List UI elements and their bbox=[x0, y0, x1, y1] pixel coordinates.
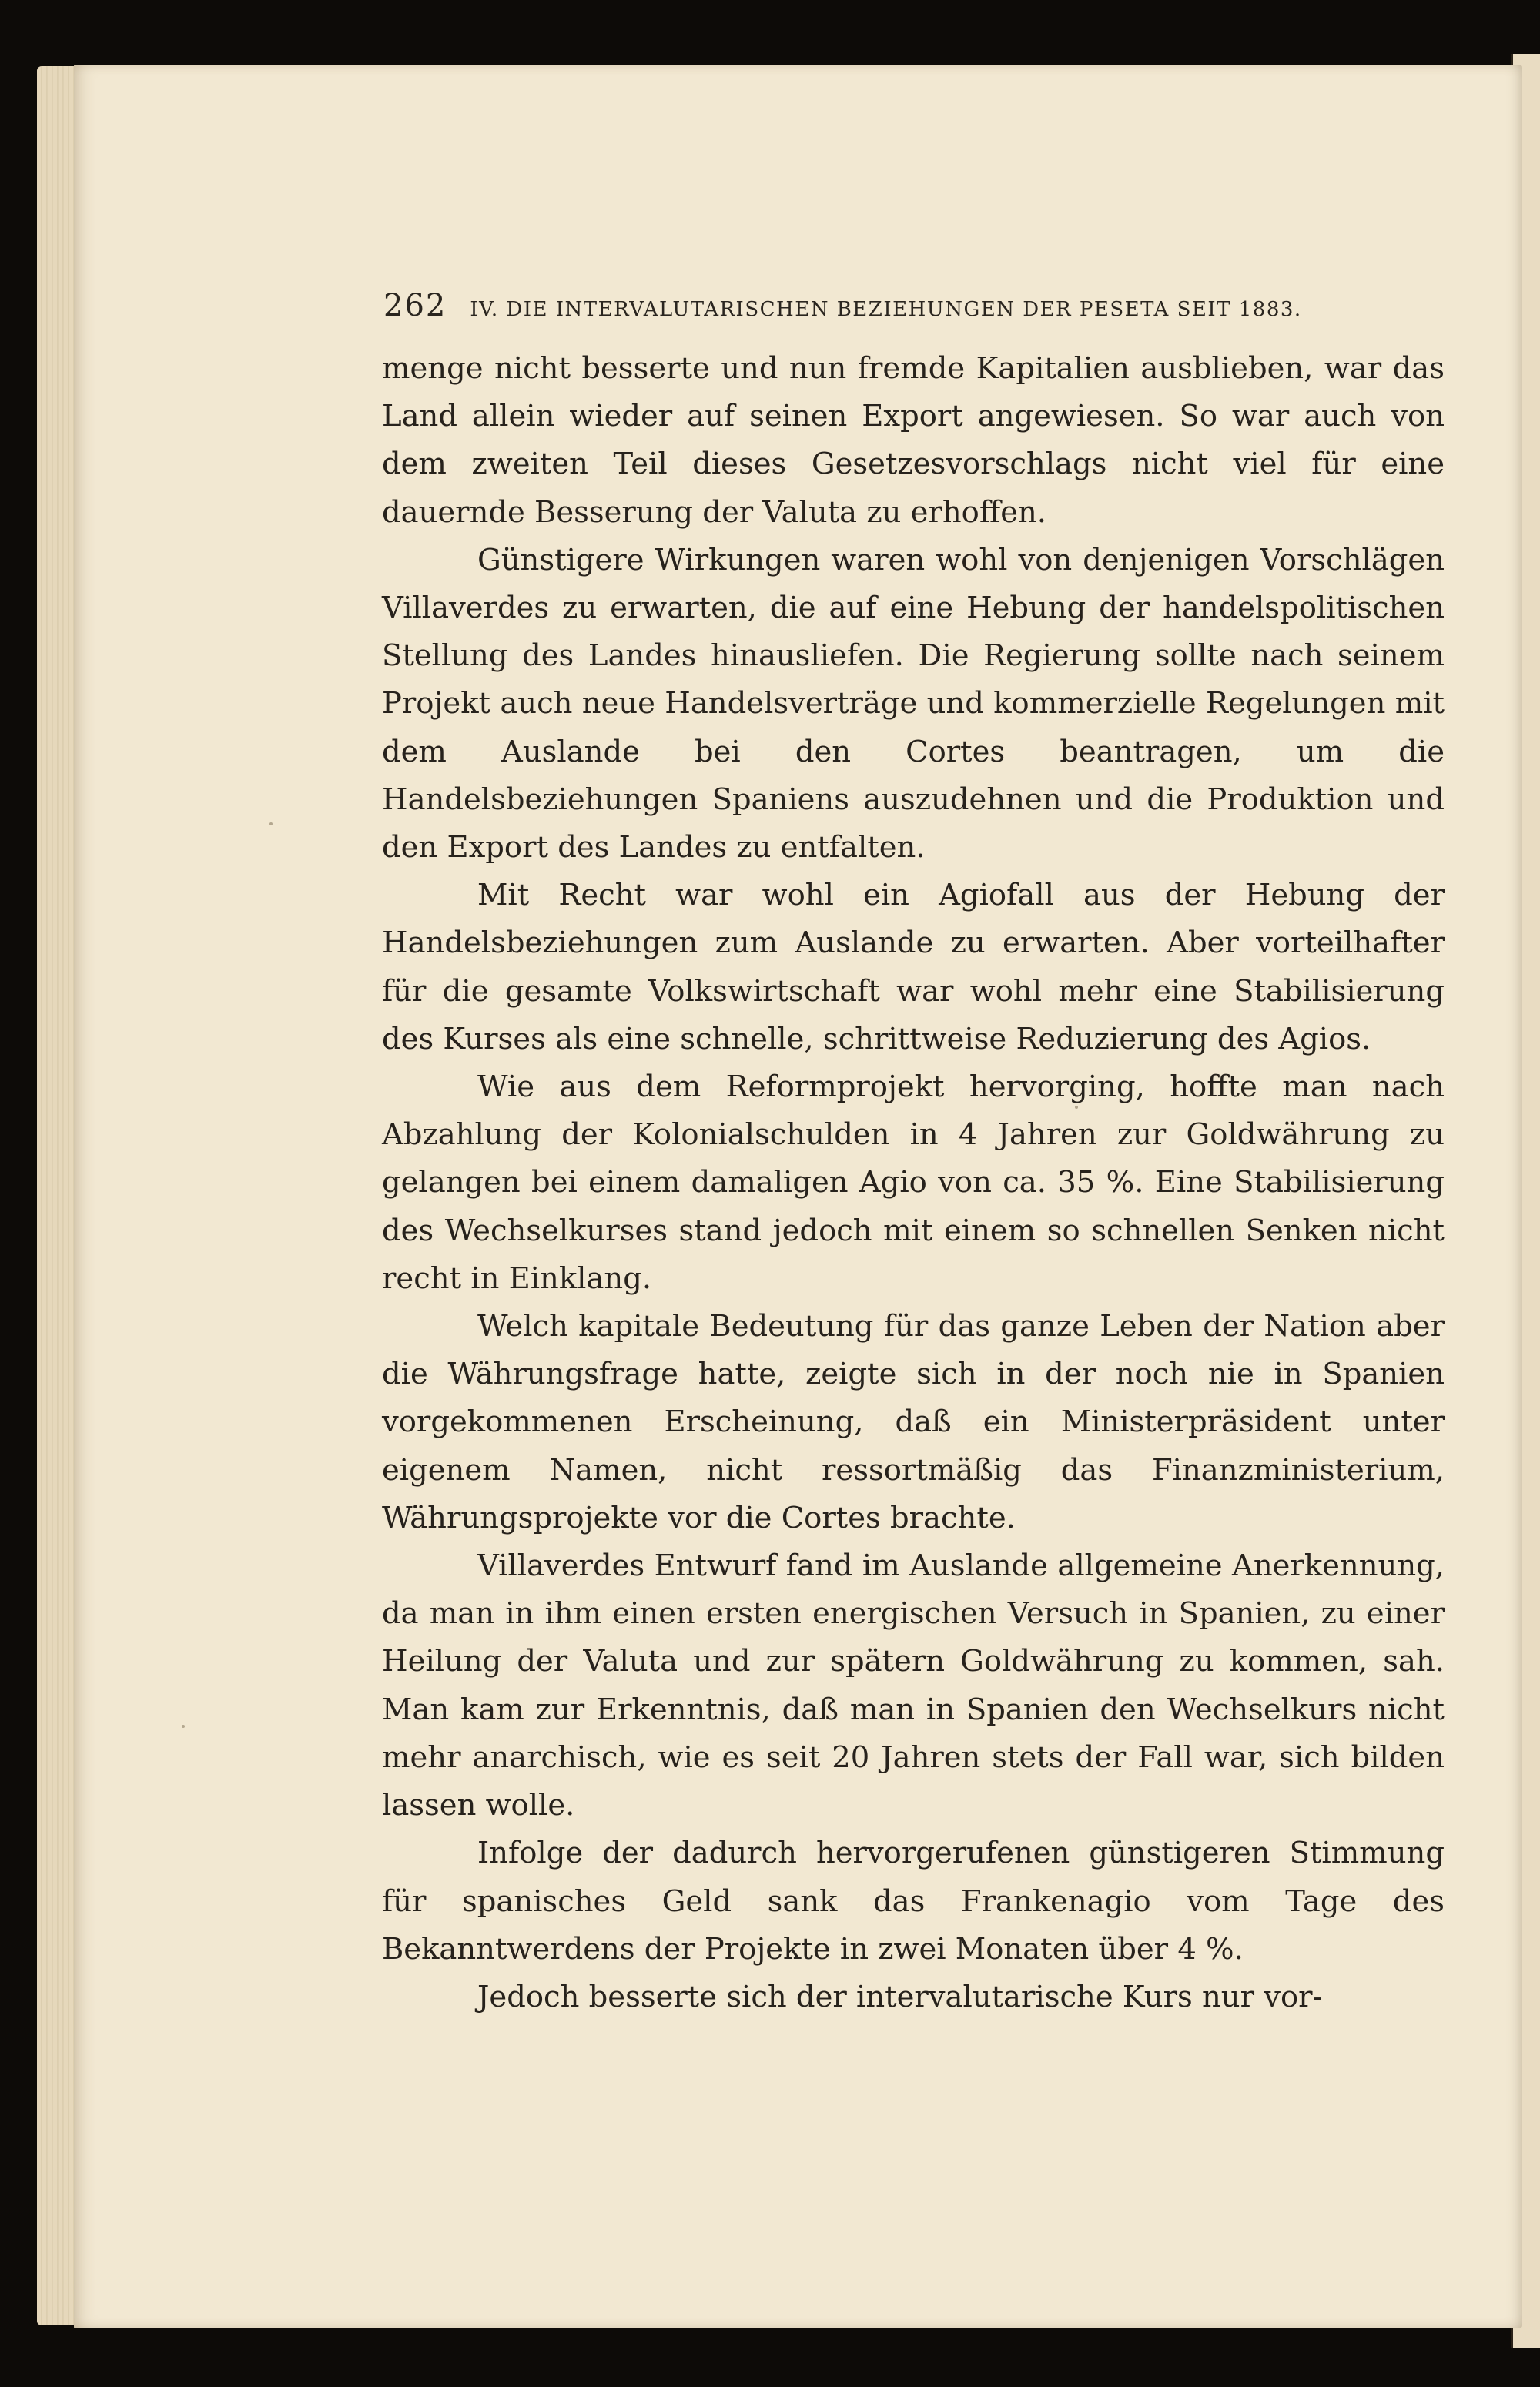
paragraph-4: Wie aus dem Reformprojekt hervorging, hoffte man nach Abzahlung der Kolonialschulden in 4 Jahren zur Goldwährung zu gelangen bei einem damaligen Agio von ca. 35 %. Eine Stabilisierung des Wechselkurses stand jedoch mit einem so schnellen Senken nicht recht in Einklang. bbox=[382, 1070, 1445, 1296]
body-text bbox=[382, 345, 1445, 2021]
paragraph-1: menge nicht besserte und nun fremde Kapitalien ausblieben, war das Land allein wieder auf seinen Export angewiesen. So war auch von dem zweiten Teil dieses Gesetzesvorschlags nicht viel für eine dauernde Besserung der Valuta zu erhoffen. bbox=[382, 351, 1445, 530]
paragraph-3: Mit Recht war wohl ein Agiofall aus der Hebung der Handelsbeziehungen zum Auslande zu erwarten. Aber vorteilhafter für die gesamte Volkswirtschaft war wohl mehr eine Stabilisierung des Kurses als eine schnelle, schrittweise Reduzierung des Agios. bbox=[382, 878, 1445, 1056]
paragraph-6: Villaverdes Entwurf fand im Auslande allgemeine Anerkennung, da man in ihm einen ersten energischen Versuch in Spanien, zu einer Heilung der Valuta und zur spätern Goldwährung zu kommen, sah. Man kam zur Erkenntnis, daß man in Spanien den Wechselkurs nicht mehr anarchisch, wie es seit 20 Jahren stets der Fall war, sich bilden lassen wolle. bbox=[382, 1548, 1445, 1823]
paragraph-5: Welch kapitale Bedeutung für das ganze Leben der Nation aber die Währungsfrage hatte, zeigte sich in der noch nie in Spanien vorgekommenen Erscheinung, daß ein Ministerpräsident unter eigenem Namen, nicht ressortmäßig das Finanzministerium, Währungsprojekte vor die Cortes brachte. bbox=[382, 1309, 1445, 1535]
paper-speck bbox=[270, 822, 273, 825]
paper-speck bbox=[1075, 1106, 1078, 1109]
paragraph-2: Günstigere Wirkungen waren wohl von denjenigen Vorschlägen Villaverdes zu erwarten, die auf eine Hebung der handelspolitischen Stellung des Landes hinausliefen. Die Regierung sollte nach seinem Projekt auch neue Handelsverträge und kommerzielle Regelungen mit dem Auslande bei den Cortes beantragen, um die Handelsbeziehungen Spaniens auszudehnen und die Produktion und den Export des Landes zu entfalten. bbox=[382, 542, 1445, 865]
running-head bbox=[383, 288, 1446, 326]
page-number: 262 bbox=[383, 288, 447, 323]
paper-speck bbox=[182, 1725, 185, 1728]
paragraph-8: Jedoch besserte sich der intervalutarische Kurs nur vor- bbox=[477, 1979, 1323, 2014]
chapter-running-title: IV. DIE INTERVALUTARISCHEN BEZIEHUNGEN DER PESETA SEIT 1883. bbox=[470, 298, 1302, 321]
paragraph-7: Infolge der dadurch hervorgerufenen günstigeren Stimmung für spanisches Geld sank das Frankenagio vom Tage des Bekanntwerdens der Projekte in zwei Monaten über 4 %. bbox=[382, 1836, 1445, 1967]
